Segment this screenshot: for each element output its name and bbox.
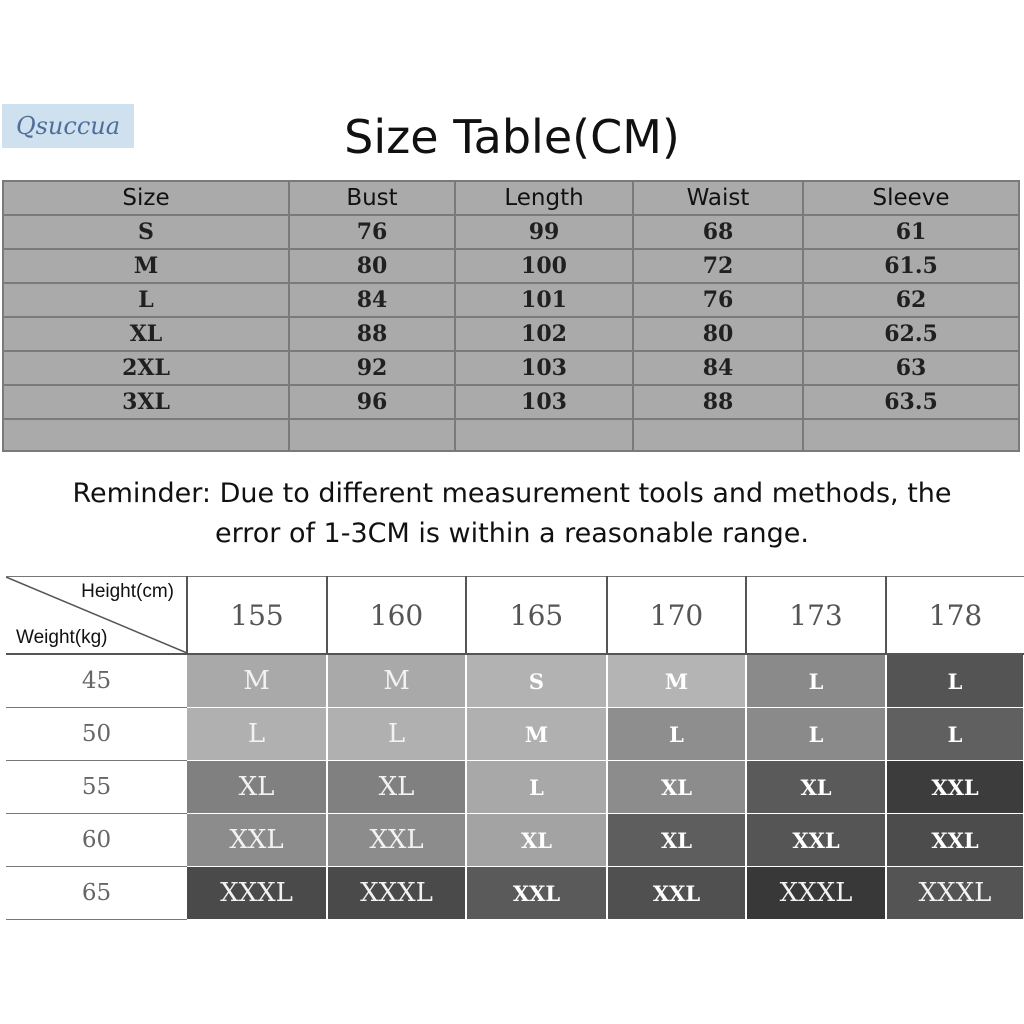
weight-cell: 60 — [6, 814, 187, 867]
sleeve-cell: 61 — [803, 215, 1019, 249]
table-row — [3, 215, 1019, 249]
size-cell: XL — [466, 814, 607, 867]
bust-cell: 84 — [289, 283, 455, 317]
waist-cell: 72 — [633, 249, 803, 283]
length-cell: 103 — [455, 385, 633, 419]
table-row — [6, 654, 1024, 708]
table-row — [3, 351, 1019, 385]
brand-name: Qsuccua — [15, 112, 121, 140]
sleeve-cell: 62 — [803, 283, 1019, 317]
size-cell: XL — [187, 761, 327, 814]
size-cell: XXL — [607, 867, 746, 920]
height-cell: 170 — [607, 577, 746, 655]
header-bust: Bust — [289, 181, 455, 215]
size-cell: L — [327, 708, 466, 761]
height-header-row — [6, 577, 1024, 655]
table-row — [6, 761, 1024, 814]
size-cell: XL — [746, 761, 886, 814]
length-cell: 99 — [455, 215, 633, 249]
size-cell: XL — [607, 814, 746, 867]
table-row — [3, 249, 1019, 283]
reminder-note — [20, 474, 1004, 554]
size-cell: 3XL — [3, 385, 289, 419]
size-cell: M — [187, 654, 327, 708]
size-cell: XXXL — [886, 867, 1024, 920]
size-cell: S — [3, 215, 289, 249]
height-cell: 155 — [187, 577, 327, 655]
size-table — [2, 180, 1020, 452]
size-cell: L — [187, 708, 327, 761]
bust-cell: 80 — [289, 249, 455, 283]
size-cell: XXL — [746, 814, 886, 867]
weight-cell: 45 — [6, 654, 187, 708]
size-cell: L — [3, 283, 289, 317]
size-cell: XXL — [327, 814, 466, 867]
size-cell: L — [886, 654, 1024, 708]
weight-cell: 65 — [6, 867, 187, 920]
table-row — [3, 385, 1019, 419]
table-row — [6, 867, 1024, 920]
table-row — [3, 317, 1019, 351]
size-cell: XXL — [886, 814, 1024, 867]
sleeve-cell: 61.5 — [803, 249, 1019, 283]
size-cell: 2XL — [3, 351, 289, 385]
table-row — [6, 708, 1024, 761]
height-cell: 165 — [466, 577, 607, 655]
size-cell: XXXL — [327, 867, 466, 920]
corner-cell — [6, 577, 187, 655]
waist-cell: 88 — [633, 385, 803, 419]
bust-cell: 96 — [289, 385, 455, 419]
sleeve-cell: 62.5 — [803, 317, 1019, 351]
size-cell: XL — [607, 761, 746, 814]
size-cell: XXL — [466, 867, 607, 920]
length-cell: 102 — [455, 317, 633, 351]
waist-cell: 68 — [633, 215, 803, 249]
height-cell: 178 — [886, 577, 1024, 655]
weight-label: Weight(kg) — [16, 627, 108, 648]
size-cell: M — [466, 708, 607, 761]
bust-cell: 92 — [289, 351, 455, 385]
size-cell: XXXL — [187, 867, 327, 920]
weight-cell: 50 — [6, 708, 187, 761]
waist-cell: 84 — [633, 351, 803, 385]
height-label: Height(cm) — [81, 581, 174, 602]
page-title: Size Table(CM) — [344, 110, 680, 164]
header-waist: Waist — [633, 181, 803, 215]
height-cell: 173 — [746, 577, 886, 655]
table-row-empty — [3, 419, 1019, 451]
size-cell: XL — [3, 317, 289, 351]
reminder-line-2: error of 1-3CM is within a reasonable range. — [215, 518, 809, 549]
bust-cell: 88 — [289, 317, 455, 351]
sleeve-cell: 63.5 — [803, 385, 1019, 419]
length-cell: 103 — [455, 351, 633, 385]
size-cell: L — [746, 708, 886, 761]
length-cell: 101 — [455, 283, 633, 317]
size-cell: M — [327, 654, 466, 708]
size-cell: XXXL — [746, 867, 886, 920]
header-length: Length — [455, 181, 633, 215]
size-cell: L — [746, 654, 886, 708]
sleeve-cell: 63 — [803, 351, 1019, 385]
waist-cell: 80 — [633, 317, 803, 351]
height-cell: 160 — [327, 577, 466, 655]
table-row — [3, 283, 1019, 317]
header-sleeve: Sleeve — [803, 181, 1019, 215]
table-row — [6, 814, 1024, 867]
reminder-line-1: Reminder: Due to different measurement tools and methods, the — [72, 478, 952, 509]
size-cell: M — [607, 654, 746, 708]
size-cell: S — [466, 654, 607, 708]
size-cell: L — [607, 708, 746, 761]
weight-cell: 55 — [6, 761, 187, 814]
waist-cell: 76 — [633, 283, 803, 317]
size-cell: XXL — [886, 761, 1024, 814]
size-table-header — [3, 181, 1019, 215]
size-recommendation-table — [6, 576, 1024, 920]
bust-cell: 76 — [289, 215, 455, 249]
size-cell: XL — [327, 761, 466, 814]
size-cell: L — [886, 708, 1024, 761]
length-cell: 100 — [455, 249, 633, 283]
size-cell: XXL — [187, 814, 327, 867]
size-cell: M — [3, 249, 289, 283]
header-size: Size — [3, 181, 289, 215]
size-cell: L — [466, 761, 607, 814]
